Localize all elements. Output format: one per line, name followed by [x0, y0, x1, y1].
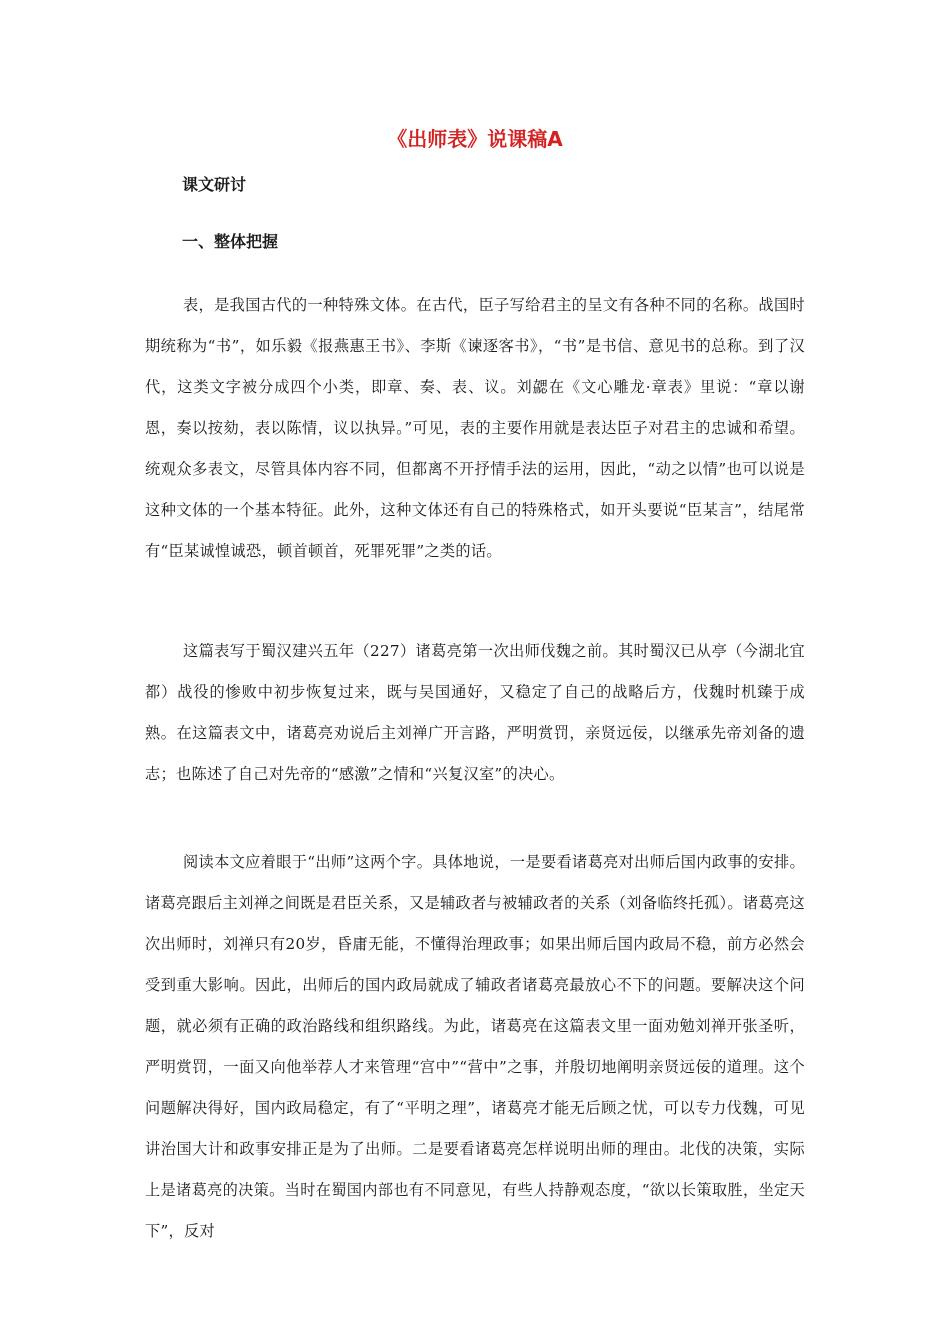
paragraph-2: 这篇表写于蜀汉建兴五年（227）诸葛亮第一次出师伐魏之前。其时蜀汉已从亭（今湖北宜都）战役的惨败中初步恢复过来，既与吴国通好，又稳定了自己的战略后方，伐魏时机臻于成熟。在这篇表文中，诸葛亮劝说后主刘禅广开言路，严明赏罚，亲贤远佞，以继承先帝刘备的遗志；也陈述了自己对先帝的“感激”之情和“兴复汉室”的决心。 [145, 642, 805, 783]
paragraph-3: 阅读本文应着眼于“出师”这两个字。具体地说，一是要看诸葛亮对出师后国内政事的安排。诸葛亮跟后主刘禅之间既是君臣关系，又是辅政者与被辅政者的关系（刘备临终托孤）。诸葛亮这次出师时，刘禅只有20岁，昏庸无能，不懂得治理政事；如果出师后国内政局不稳，前方必然会受到重大影响。因此，出师后的国内政局就成了辅政者诸葛亮最放心不下的问题。要解决这个问题，就必须有正确的政治路线和组织路线。为此，诸葛亮在这篇表文里一面劝勉刘禅开张圣听，严明赏罚，一面又向他举荐人才来管理“宫中”“营中”之事，并殷切地阐明亲贤远佞的道理。这个问题解决得好，国内政局稳定，有了“平明之理”，诸葛亮才能无后顾之忧，可以专力伐魏，可见讲治国大计和政事安排正是为了出师。二是要看诸葛亮怎样说明出师的理由。北伐的决策，实际上是诸葛亮的决策。当时在蜀国内部也有不同意见，有些人持静观态度，“欲以长策取胜，坐定天下”，反对 [145, 853, 805, 1240]
subheading: 一、整体把握 [182, 232, 279, 251]
document-title: 《出师表》说课稿A [387, 127, 563, 151]
paragraph-1: 表，是我国古代的一种特殊文体。在古代，臣子写给君主的呈文有各种不同的名称。战国时期统称为“书”，如乐毅《报燕惠王书》、李斯《谏逐客书》，“书”是书信、意见书的总称。到了汉代，这类文字被分成四个小类，即章、奏、表、议。刘勰在《文心雕龙·章表》里说：“章以谢恩，奏以按劾，表以陈情，议以执异。”可见，表的主要作用就是表达臣子对君主的忠诚和希望。统观众多表文，尽管具体内容不同，但都离不开抒情手法的运用，因此，“动之以情”也可以说是这种文体的一个基本特征。此外，这种文体还有自己的特殊格式，如开头要说“臣某言”，结尾常有“臣某诚惶诚恐，顿首顿首，死罪死罪”之类的话。 [145, 296, 805, 560]
section-heading: 课文研讨 [182, 175, 247, 194]
